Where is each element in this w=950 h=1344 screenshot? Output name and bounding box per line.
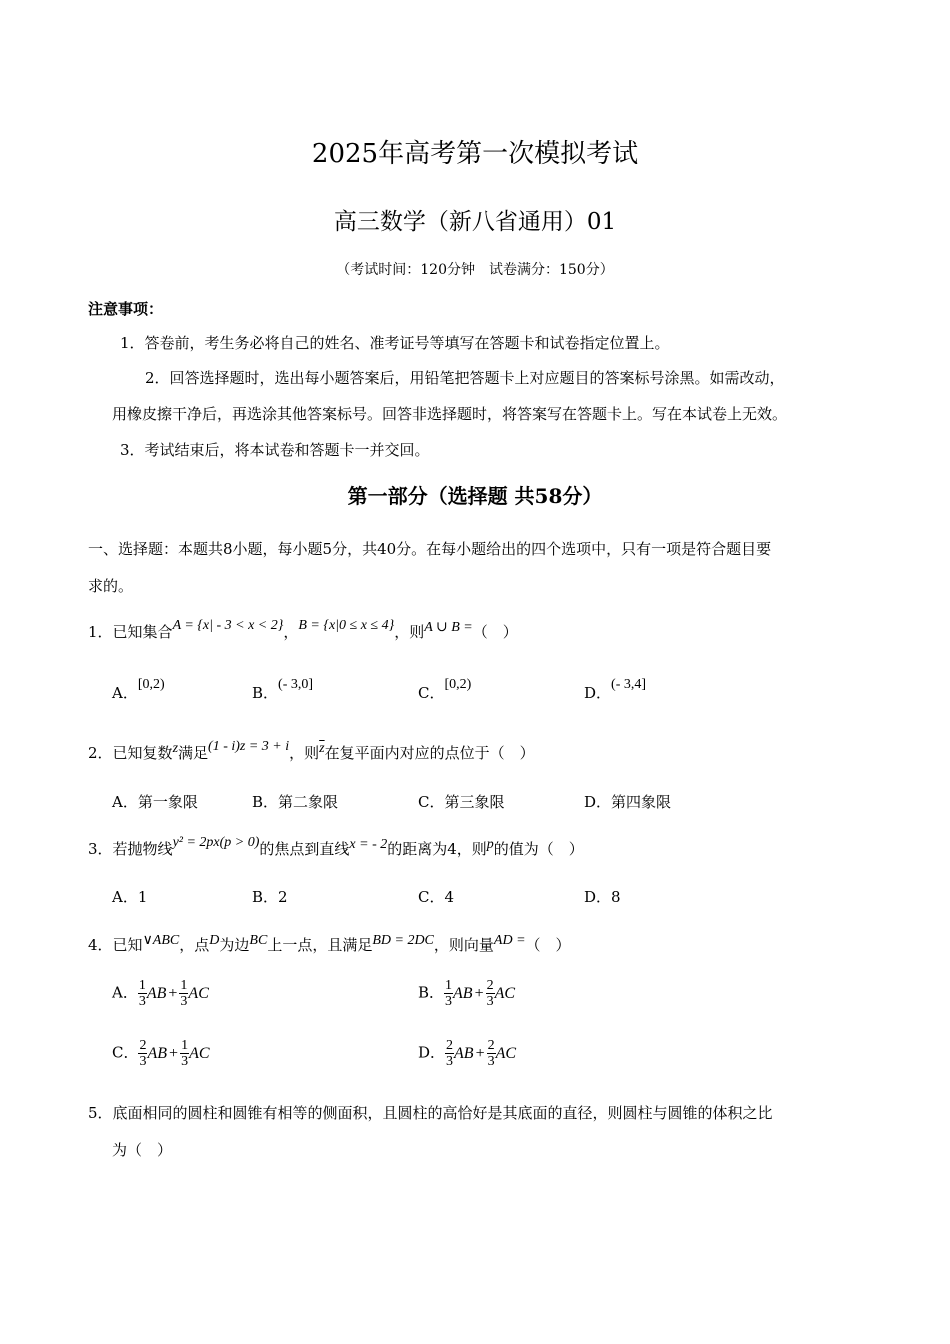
q4-option-b[interactable] xyxy=(418,978,515,1009)
exam-subtitle: 高三数学（新八省通用）01 xyxy=(333,209,617,235)
q4-text-a: 已知 xyxy=(112,936,143,954)
q4-a-coef2: $\frac{1}{3}$ xyxy=(180,978,188,1009)
q3-text-b: 的焦点到直线 xyxy=(259,840,350,858)
q4-a-vec2: AC xyxy=(188,984,209,1002)
q4-option-d-label: D． xyxy=(418,1043,446,1062)
q4-a-coef1: $\frac{1}{3}$ xyxy=(138,978,146,1009)
q1-option-c[interactable] xyxy=(418,677,472,703)
q2-text-b: 满足 xyxy=(178,744,209,762)
notice-item-2-line1: 2．回答选择题时，选出每小题答案后，用铅笔把答题卡上对应题目的答案标号涂黑。如需改动， xyxy=(145,369,785,387)
q4-c-coef1: $\frac{2}{3}$ xyxy=(139,1038,147,1069)
q2-option-c-value: 第三象限 xyxy=(444,793,505,811)
q3-number: 3． xyxy=(88,840,113,858)
q4-d-coef1: $\frac{2}{3}$ xyxy=(446,1038,454,1069)
q2-number: 2． xyxy=(88,744,113,762)
q4-text-d: 上一点，且满足 xyxy=(267,936,373,954)
q4-number: 4． xyxy=(88,936,113,954)
q1-option-d-label: D． xyxy=(584,684,612,702)
q2-option-d[interactable] xyxy=(584,791,671,812)
q4-equation: BD = 2DC xyxy=(372,933,434,948)
q1-text-a: 已知集合 xyxy=(112,623,173,641)
q1-set-a: A = {x| - 3 < x < 2} xyxy=(172,618,284,633)
q4-option-d[interactable] xyxy=(418,1038,516,1069)
q1-number: 1． xyxy=(88,623,113,641)
q2-option-c[interactable] xyxy=(418,791,505,812)
q4-option-a[interactable] xyxy=(112,978,209,1009)
part1-heading: 第一部分（选择题 共58分） xyxy=(347,484,603,508)
q4-option-b-label: B． xyxy=(418,983,445,1002)
q4-b-coef1: $\frac{1}{3}$ xyxy=(445,978,453,1009)
q4-triangle: ∨ABC xyxy=(142,933,180,948)
q4-a-vec1: AB xyxy=(146,984,167,1002)
q1-option-c-label: C． xyxy=(418,684,445,702)
q4-b-plus: + xyxy=(474,984,484,1002)
q2-option-b-label: B． xyxy=(252,793,279,811)
q3-option-c[interactable] xyxy=(418,886,454,907)
q4-c-plus: + xyxy=(169,1044,179,1062)
q4-d-coef2: $\frac{2}{3}$ xyxy=(487,1038,495,1069)
q4-b-coef2: $\frac{2}{3}$ xyxy=(486,978,494,1009)
q3-option-b[interactable] xyxy=(252,886,288,907)
q3-option-d-value: 8 xyxy=(611,888,621,906)
q3-stem xyxy=(88,835,584,859)
q3-option-a-label: A． xyxy=(112,888,138,906)
q1-option-d[interactable] xyxy=(584,677,647,703)
q3-equation: y² = 2px(p > 0) xyxy=(172,835,260,850)
q3-option-b-label: B． xyxy=(252,888,279,906)
q3-option-a[interactable] xyxy=(112,886,147,907)
q4-a-plus: + xyxy=(168,984,178,1002)
q3-option-b-value: 2 xyxy=(278,888,288,906)
q2-equation: (1 - i)z = 3 + i xyxy=(208,739,290,754)
q2-z-conjugate: $\overline{z}$ xyxy=(319,741,325,756)
q3-option-d-label: D． xyxy=(584,888,612,906)
q2-option-b-value: 第二象限 xyxy=(278,793,339,811)
notice-heading: 注意事项： xyxy=(88,300,164,318)
q5-stem-line1: 5．底面相同的圆柱和圆锥有相等的侧面积，且圆柱的高恰好是其底面的直径，则圆柱与圆锥的体积之比 xyxy=(88,1104,773,1122)
q4-b-vec1: AB xyxy=(453,984,473,1002)
q3-option-d[interactable] xyxy=(584,886,621,907)
q1-option-a-label: A． xyxy=(112,684,138,702)
q2-option-d-label: D． xyxy=(584,793,612,811)
q3-line: x = - 2 xyxy=(349,837,388,852)
q2-text-d: 在复平面内对应的点位于（ ） xyxy=(324,744,535,762)
q3-option-c-label: C． xyxy=(418,888,445,906)
q1-expr: A ∪ B = xyxy=(424,620,473,635)
notice-item-1: 1．答卷前，考生务必将自己的姓名、准考证号等填写在答题卡和试卷指定位置上。 xyxy=(120,334,670,352)
q3-option-c-value: 4 xyxy=(444,888,455,906)
q2-option-a[interactable] xyxy=(112,791,198,812)
q2-option-b[interactable] xyxy=(252,791,338,812)
q4-stem xyxy=(88,934,571,955)
q2-var-z: z xyxy=(172,741,179,756)
q4-option-a-label: A． xyxy=(112,983,138,1002)
q3-text-c: 的距离为4，则 xyxy=(387,840,487,858)
q3-text-a: 若抛物线 xyxy=(112,840,173,858)
q5-stem-line2: 为（ ） xyxy=(112,1141,173,1159)
q2-option-a-label: A． xyxy=(112,793,138,811)
q4-paren: （ ） xyxy=(525,936,571,954)
q4-var-bc: BC xyxy=(249,933,268,948)
exam-info: （考试时间：120分钟 试卷满分：150分） xyxy=(336,262,614,278)
q3-var-p: p xyxy=(486,837,494,852)
q4-text-e: ，则向量 xyxy=(433,936,494,954)
q1-option-b-value: (- 3,0] xyxy=(278,677,314,692)
q1-option-c-value: [0,2) xyxy=(444,677,472,692)
q3-text-d: 的值为（ ） xyxy=(493,840,584,858)
q1-comma: ， xyxy=(283,623,299,641)
q2-option-c-label: C． xyxy=(418,793,445,811)
q4-d-vec2: AC xyxy=(495,1044,517,1062)
q1-stem xyxy=(88,618,518,642)
q2-option-a-value: 第一象限 xyxy=(137,793,198,811)
q1-option-a[interactable] xyxy=(112,677,165,703)
notice-item-3: 3．考试结束后，将本试卷和答题卡一并交回。 xyxy=(120,441,430,459)
q1-text-b: ，则 xyxy=(394,623,425,641)
q4-b-vec2: AC xyxy=(494,984,516,1002)
q1-option-d-value: (- 3,4] xyxy=(611,677,647,692)
q4-option-c[interactable] xyxy=(112,1038,210,1069)
q3-option-a-value: 1 xyxy=(137,888,148,906)
q1-option-b-label: B． xyxy=(252,684,279,702)
q4-c-vec1: AB xyxy=(147,1044,168,1062)
q1-option-a-value: [0,2) xyxy=(137,677,165,692)
notice-item-2-line2: 用橡皮擦干净后，再选涂其他答案标号。回答非选择题时，将答案写在答题卡上。写在本试卷上无效。 xyxy=(112,405,788,423)
q4-c-vec2: AC xyxy=(189,1044,210,1062)
q4-c-coef2: $\frac{1}{3}$ xyxy=(181,1038,189,1069)
q2-option-d-value: 第四象限 xyxy=(611,793,672,811)
q4-option-c-label: C． xyxy=(112,1043,139,1062)
q4-var-d: D xyxy=(209,933,220,948)
section-instructions-line1: 一、选择题：本题共8小题，每小题5分，共40分。在每小题给出的四个选项中，只有一项是符合题目要 xyxy=(88,540,772,558)
q1-paren: （ ） xyxy=(472,623,518,641)
q4-d-vec1: AB xyxy=(454,1044,474,1062)
q2-text-a: 已知复数 xyxy=(112,744,173,762)
q4-expr: AD = xyxy=(493,933,526,948)
section-instructions-line2: 求的。 xyxy=(88,577,134,595)
q1-set-b: B = {x|0 ≤ x ≤ 4} xyxy=(298,618,395,633)
q1-option-b[interactable] xyxy=(252,677,314,703)
q4-d-plus: + xyxy=(475,1044,485,1062)
q2-text-c: ，则 xyxy=(289,744,320,762)
q2-stem xyxy=(88,739,535,763)
q4-text-b: ，点 xyxy=(179,936,210,954)
exam-title: 2025年高考第一次模拟考试 xyxy=(311,139,639,169)
q4-text-c: 为边 xyxy=(219,936,250,954)
